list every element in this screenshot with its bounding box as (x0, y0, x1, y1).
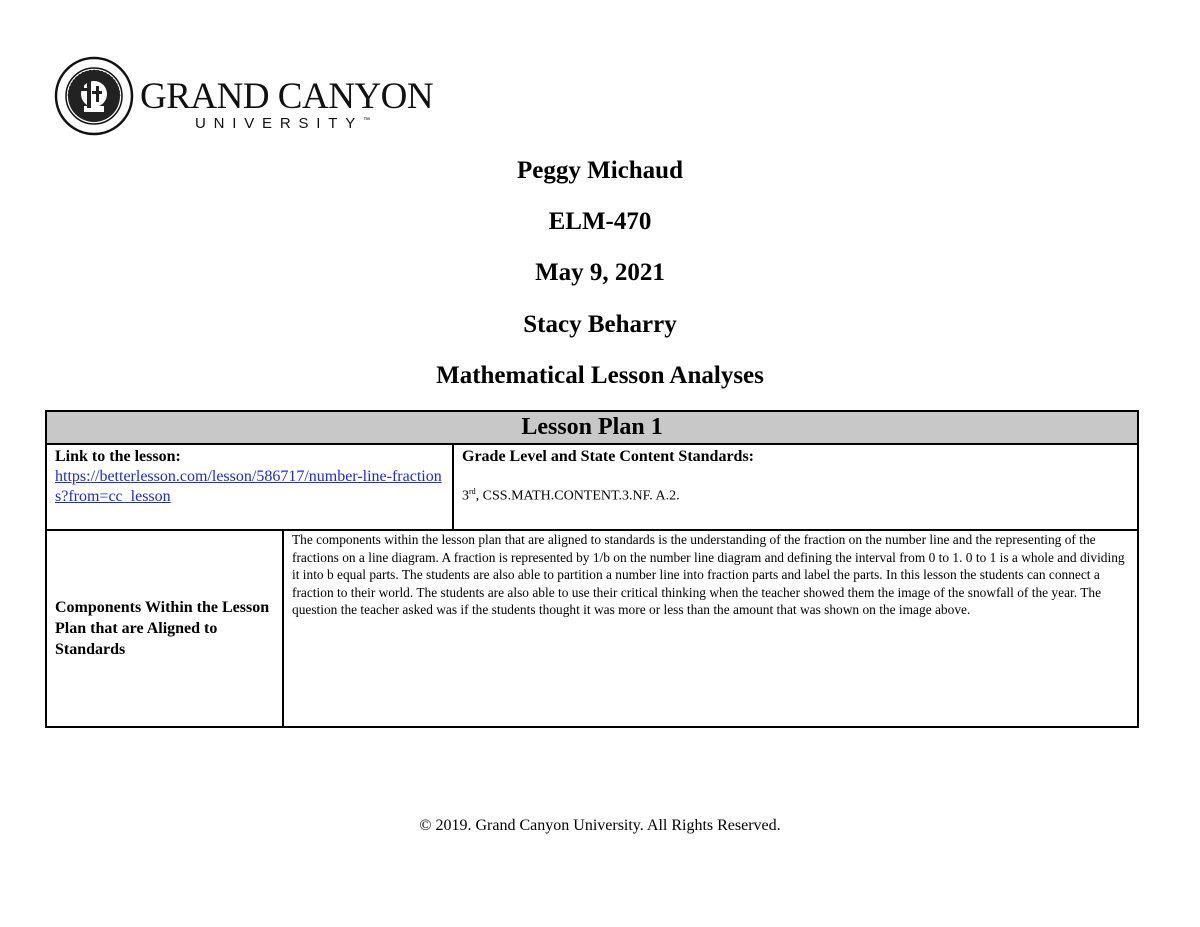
lesson-plan-table (45, 410, 1139, 728)
university-seal-icon (54, 56, 134, 136)
lesson-link[interactable]: https://betterlesson.com/lesson/586717/number-line-fractions?from=cc_lesson (55, 468, 442, 505)
link-cell (46, 444, 453, 530)
course-code: ELM-470 (548, 208, 652, 235)
grade-label: Grade Level and State Content Standards: (462, 448, 755, 465)
logo-subtitle: UNIVERSITY™ (195, 115, 371, 132)
lesson-plan-title: Lesson Plan 1 (46, 411, 1138, 444)
instructor-name: Stacy Beharry (523, 311, 677, 338)
link-label: Link to the lesson: (55, 448, 181, 465)
grade-cell (453, 444, 1138, 530)
student-name: Peggy Michaud (517, 157, 683, 184)
grade-value: 3rd, CSS.MATH.CONTENT.3.NF. A.2. (462, 487, 680, 504)
document-title: Mathematical Lesson Analyses (436, 362, 764, 389)
document-date: May 9, 2021 (535, 259, 665, 286)
logo-wordmark: GRAND CANYON (140, 76, 434, 117)
components-text: The components within the lesson plan that are aligned to standards is the understanding of the fraction on the number line and the representing of the fractions on a line diagram. A fraction is represented by 1/b on the number line diagram and defining the interval from 0 to 1. 0 to 1 is a whole and dividing it into b equal parts. The students are also able to partition a number line into fraction parts and label the parts. In this lesson the students can connect a fraction to their world. The students are also able to use their critical thinking when the teacher showed them the image of the snowfall of the year. The question the teacher asked was if the students thought it was more or less than the amount that was shown on the image above. (283, 530, 1138, 727)
components-label: Components Within the Lesson Plan that are Aligned to Standards (46, 530, 283, 727)
copyright-footer: © 2019. Grand Canyon University. All Rights Reserved. (419, 817, 781, 834)
gcu-logo (54, 56, 434, 138)
